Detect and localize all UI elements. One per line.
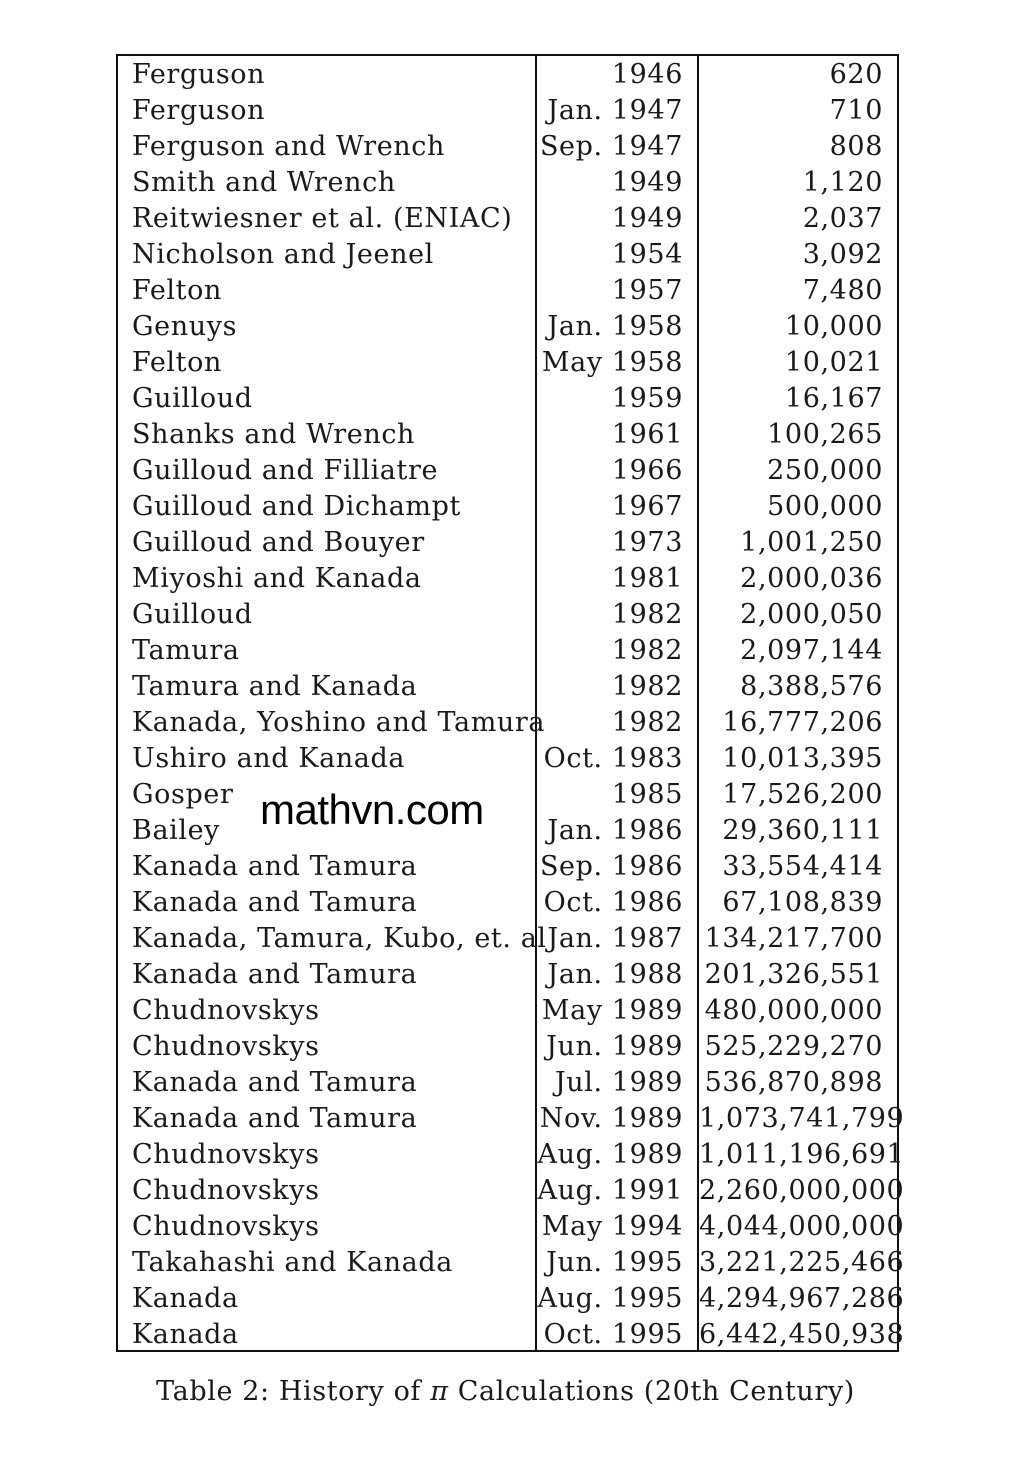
table-row [118, 236, 897, 272]
date-cell: Oct. 1986 [536, 884, 698, 920]
name-cell: Guilloud [132, 382, 253, 414]
date-cell: Jan. 1987 [536, 920, 698, 956]
digits-cell: 2,097,144 [698, 632, 897, 668]
table-row [118, 1028, 897, 1064]
digits-cell: 1,120 [698, 164, 897, 200]
name-cell: Guilloud and Dichampt [132, 490, 461, 522]
table-row [118, 416, 897, 452]
digits-cell: 100,265 [698, 416, 897, 452]
name-cell: Ferguson and Wrench [132, 130, 445, 162]
digits-cell: 10,000 [698, 308, 897, 344]
date-cell: 1949 [536, 200, 698, 236]
name-cell: Guilloud and Bouyer [132, 526, 425, 558]
digits-cell: 1,011,196,691 [698, 1136, 897, 1172]
date-cell: Jul. 1989 [536, 1064, 698, 1100]
digits-cell: 710 [698, 92, 897, 128]
name-cell: Chudnovskys [132, 1138, 320, 1170]
digits-cell: 6,442,450,938 [698, 1316, 897, 1352]
name-cell: Takahashi and Kanada [132, 1246, 453, 1278]
table-row [118, 560, 897, 596]
name-cell: Kanada, Yoshino and Tamura [132, 706, 546, 738]
digits-cell: 525,229,270 [698, 1028, 897, 1064]
table-row [118, 740, 897, 776]
caption-suffix: Calculations (20th Century) [448, 1376, 855, 1407]
digits-cell: 2,037 [698, 200, 897, 236]
date-cell: 1961 [536, 416, 698, 452]
date-cell: 1973 [536, 524, 698, 560]
table-row [118, 56, 897, 92]
digits-cell: 1,001,250 [698, 524, 897, 560]
history-table-container [116, 54, 905, 1352]
table-row [118, 344, 897, 380]
name-cell: Ushiro and Kanada [132, 742, 406, 774]
table-row [118, 1316, 897, 1352]
name-cell: Guilloud and Filliatre [132, 454, 439, 486]
table-row [118, 272, 897, 308]
table-row [118, 1172, 897, 1208]
table-row [118, 884, 897, 920]
date-cell: 1967 [536, 488, 698, 524]
digits-cell: 134,217,700 [698, 920, 897, 956]
date-cell: Aug. 1995 [536, 1280, 698, 1316]
digits-cell: 2,000,036 [698, 560, 897, 596]
date-cell: Jan. 1947 [536, 92, 698, 128]
digits-cell: 620 [698, 56, 897, 92]
date-cell: 1982 [536, 632, 698, 668]
table-row [118, 200, 897, 236]
table-caption [0, 1376, 1011, 1407]
name-cell: Bailey [132, 814, 221, 846]
name-cell: Miyoshi and Kanada [132, 562, 422, 594]
digits-cell: 2,000,050 [698, 596, 897, 632]
table-row [118, 1100, 897, 1136]
name-cell: Chudnovskys [132, 1210, 320, 1242]
digits-cell: 16,777,206 [698, 704, 897, 740]
date-cell: May 1989 [536, 992, 698, 1028]
history-table-body [118, 56, 905, 1352]
date-cell: Sep. 1947 [536, 128, 698, 164]
digits-cell: 7,480 [698, 272, 897, 308]
digits-cell: 201,326,551 [698, 956, 897, 992]
digits-cell: 250,000 [698, 452, 897, 488]
table-row [118, 596, 897, 632]
date-cell: May 1958 [536, 344, 698, 380]
table-row [118, 128, 897, 164]
digits-cell: 536,870,898 [698, 1064, 897, 1100]
name-cell: Kanada and Tamura [132, 850, 418, 882]
date-cell: Jan. 1986 [536, 812, 698, 848]
table-row [118, 812, 897, 848]
table-row [118, 452, 897, 488]
digits-cell: 4,294,967,286 [698, 1280, 897, 1316]
date-cell: Sep. 1986 [536, 848, 698, 884]
name-cell: Guilloud [132, 598, 253, 630]
date-cell: 1954 [536, 236, 698, 272]
digits-cell: 3,221,225,466 [698, 1244, 897, 1280]
date-cell: 1982 [536, 704, 698, 740]
date-cell: Nov. 1989 [536, 1100, 698, 1136]
digits-cell: 17,526,200 [698, 776, 897, 812]
name-cell: Chudnovskys [132, 994, 320, 1026]
digits-cell: 4,044,000,000 [698, 1208, 897, 1244]
table-row [118, 1136, 897, 1172]
digits-cell: 33,554,414 [698, 848, 897, 884]
table-row [118, 1208, 897, 1244]
table-row [118, 704, 897, 740]
table-row [118, 380, 897, 416]
name-cell: Genuys [132, 310, 238, 342]
digits-cell: 10,021 [698, 344, 897, 380]
date-cell: May 1994 [536, 1208, 698, 1244]
digits-cell: 29,360,111 [698, 812, 897, 848]
date-cell: Oct. 1983 [536, 740, 698, 776]
name-cell: Ferguson [132, 94, 266, 126]
name-cell: Reitwiesner et al. (ENIAC) [132, 202, 513, 234]
table-row [118, 1244, 897, 1280]
name-cell: Kanada, Tamura, Kubo, et. al [132, 922, 547, 954]
name-cell: Chudnovskys [132, 1174, 320, 1206]
table-row [118, 956, 897, 992]
name-cell: Kanada and Tamura [132, 886, 418, 918]
date-cell: 1959 [536, 380, 698, 416]
name-cell: Felton [132, 346, 222, 378]
digits-cell: 16,167 [698, 380, 897, 416]
name-cell: Kanada and Tamura [132, 1102, 418, 1134]
table-row [118, 1280, 897, 1316]
date-cell: 1949 [536, 164, 698, 200]
table-row [118, 488, 897, 524]
date-cell: 1982 [536, 668, 698, 704]
watermark-text: mathvn.com [260, 786, 484, 833]
table-row [118, 992, 897, 1028]
name-cell: Kanada and Tamura [132, 1066, 418, 1098]
caption-prefix: Table 2: History of [156, 1376, 431, 1407]
name-cell: Chudnovskys [132, 1030, 320, 1062]
date-cell: 1946 [536, 56, 698, 92]
table-row [118, 632, 897, 668]
name-cell: Nicholson and Jeenel [132, 238, 434, 270]
name-cell: Felton [132, 274, 222, 306]
name-cell: Kanada and Tamura [132, 958, 418, 990]
table-row [118, 164, 897, 200]
name-cell: Tamura and Kanada [132, 670, 418, 702]
digits-cell: 808 [698, 128, 897, 164]
table-row [118, 776, 897, 812]
table-row [118, 920, 897, 956]
date-cell: 1957 [536, 272, 698, 308]
date-cell: Jan. 1988 [536, 956, 698, 992]
digits-cell: 500,000 [698, 488, 897, 524]
name-cell: Kanada [132, 1282, 239, 1314]
table-row [118, 1064, 897, 1100]
name-cell: Ferguson [132, 58, 266, 90]
name-cell: Smith and Wrench [132, 166, 396, 198]
date-cell: 1966 [536, 452, 698, 488]
digits-cell: 10,013,395 [698, 740, 897, 776]
date-cell: Aug. 1991 [536, 1172, 698, 1208]
name-cell: Tamura [132, 634, 240, 666]
date-cell: Jan. 1958 [536, 308, 698, 344]
table-row [118, 668, 897, 704]
table-row [118, 848, 897, 884]
digits-cell: 3,092 [698, 236, 897, 272]
table-row [118, 308, 897, 344]
digits-cell: 480,000,000 [698, 992, 897, 1028]
digits-cell: 2,260,000,000 [698, 1172, 897, 1208]
digits-cell: 8,388,576 [698, 668, 897, 704]
digits-cell: 1,073,741,799 [698, 1100, 897, 1136]
digits-cell: 67,108,839 [698, 884, 897, 920]
date-cell: Jun. 1995 [536, 1244, 698, 1280]
history-table [118, 56, 905, 1352]
date-cell: Aug. 1989 [536, 1136, 698, 1172]
table-row [118, 92, 897, 128]
date-cell: 1985 [536, 776, 698, 812]
name-cell: Gosper [132, 778, 234, 810]
date-cell: 1982 [536, 596, 698, 632]
name-cell: Shanks and Wrench [132, 418, 416, 450]
name-cell: Kanada [132, 1318, 239, 1350]
date-cell: Jun. 1989 [536, 1028, 698, 1064]
caption-pi-symbol: π [430, 1376, 449, 1407]
table-row [118, 524, 897, 560]
date-cell: 1981 [536, 560, 698, 596]
date-cell: Oct. 1995 [536, 1316, 698, 1352]
